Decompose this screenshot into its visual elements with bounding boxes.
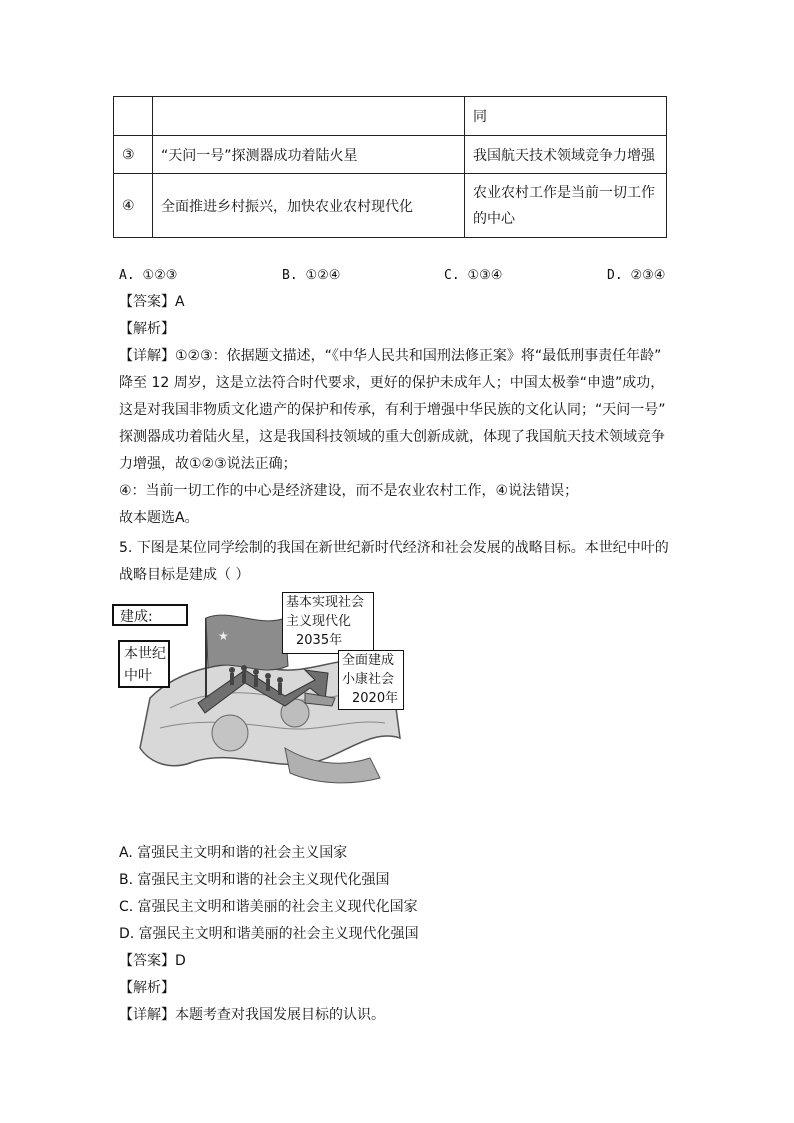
table-row — [114, 97, 667, 136]
box-2020: 全面建成 小康社会 2020年 — [338, 650, 404, 710]
flag-star-icon: ★ — [218, 629, 229, 643]
q4-option-d: D. ②③④ — [607, 268, 666, 283]
question-table — [113, 96, 667, 238]
q4-detail-line: 探测器成功着陆火星，这是我国科技领域的重大创新成就，体现了我国航天技术领域竞争 — [119, 429, 665, 445]
table-cell-num — [114, 97, 153, 136]
q5-option-c: C. 富强民主文明和谐美丽的社会主义现代化国家 — [119, 899, 418, 915]
box-2035: 基本实现社会 主义现代化 2035年 — [282, 592, 374, 654]
strategy-figure — [110, 588, 410, 803]
q4-detail-line: 力增强，故①②③说法正确； — [119, 456, 297, 472]
label-mid-century: 本世纪 中叶 — [118, 640, 170, 688]
q4-detail-line: ④：当前一切工作的中心是经济建设，而不是农业农村工作，④说法错误； — [119, 483, 579, 499]
q5-stem-line: 5. 下图是某位同学绘制的我国在新世纪新时代经济和社会发展的战略目标。本世纪中叶的 — [119, 540, 669, 556]
table-cell-num: ③ — [114, 136, 153, 174]
q4-option-c: C. ①③④ — [444, 268, 503, 283]
q5-option-a: A. 富强民主文明和谐的社会主义国家 — [119, 845, 348, 861]
q5-option-d: D. 富强民主文明和谐美丽的社会主义现代化强国 — [119, 926, 419, 942]
q5-stem-line: 战略目标是建成（ ） — [119, 567, 250, 583]
q4-option-b: B. ①②④ — [282, 268, 341, 283]
table-cell-event: “天问一号”探测器成功着陆火星 — [153, 136, 465, 174]
label-build: 建成: — [112, 604, 188, 626]
table-cell-event: 全面推进乡村振兴，加快农业农村现代化 — [153, 174, 465, 238]
q5-detail: 【详解】本题考查对我国发展目标的认识。 — [119, 1007, 385, 1023]
table-cell-num: ④ — [114, 174, 153, 238]
q4-answer: 【答案】A — [119, 294, 185, 310]
table-cell-meaning: 同 — [465, 97, 667, 136]
q4-option-a: A. ①②③ — [119, 268, 178, 283]
table-row — [114, 136, 667, 174]
q4-analysis-label: 【解析】 — [119, 321, 175, 337]
q5-answer: 【答案】D — [119, 953, 186, 969]
map-medallion — [212, 715, 248, 751]
q4-detail-line: 故本题选A。 — [119, 510, 199, 526]
table-cell-event — [153, 97, 465, 136]
table-cell-meaning: 我国航天技术领域竞争力增强 — [465, 136, 667, 174]
q4-detail-line: 这是对我国非物质文化遗产的保护和传承，有利于增强中华民族的文化认同；“天问一号” — [119, 402, 666, 418]
q4-detail-line: 降至 12 周岁，这是立法符合时代要求，更好的保护未成年人；中国太极拳“申遗”成功， — [119, 375, 665, 391]
table-cell-meaning: 农业农村工作是当前一切工作的中心 — [465, 174, 667, 238]
q5-option-b: B. 富强民主文明和谐的社会主义现代化强国 — [119, 872, 390, 888]
q4-detail-line: 【详解】①②③：依据题文描述，“《中华人民共和国刑法修正案》将“最低刑事责任年龄” — [119, 348, 662, 364]
q5-analysis-label: 【解析】 — [119, 980, 175, 996]
table-row — [114, 174, 667, 238]
